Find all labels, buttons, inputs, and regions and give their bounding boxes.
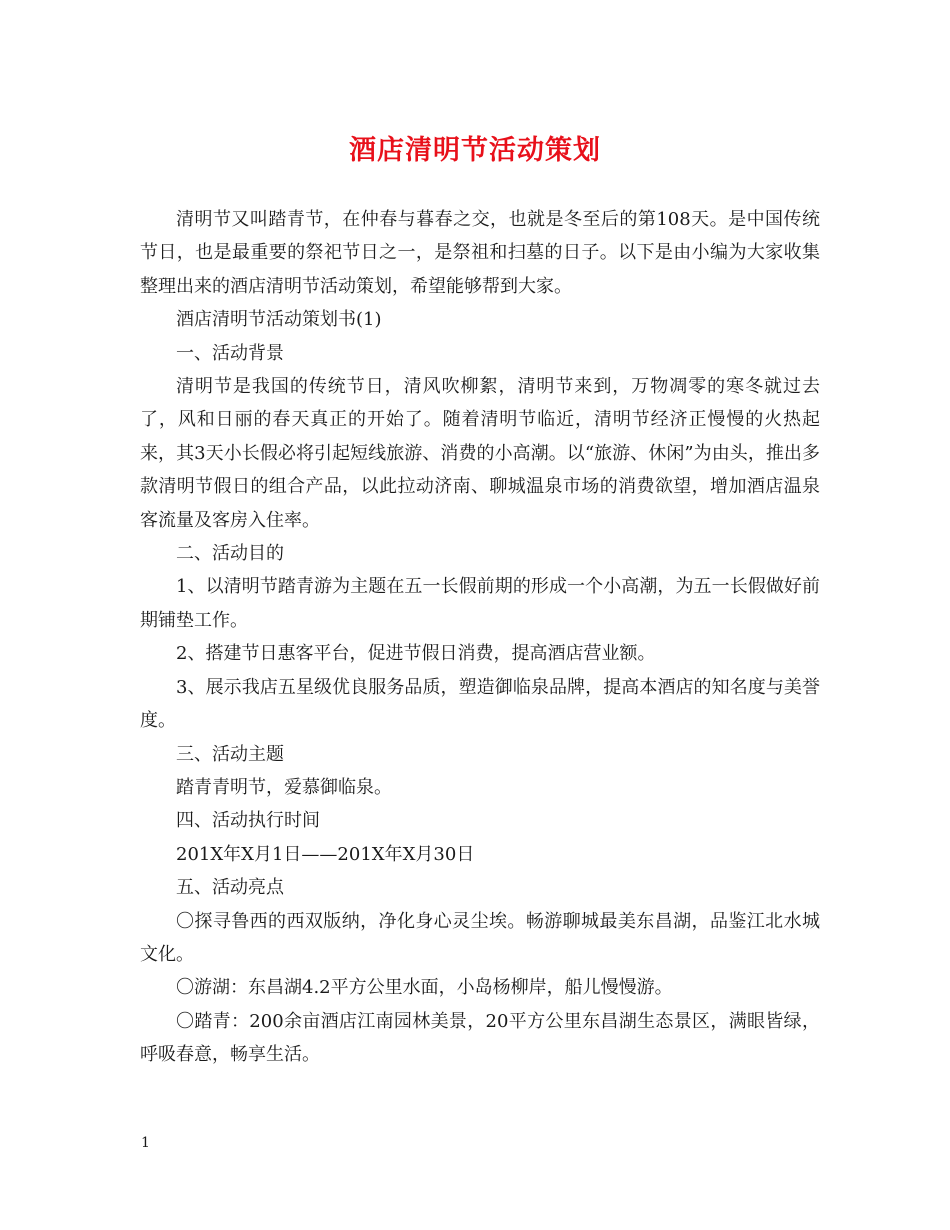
document-body xyxy=(140,203,820,1072)
paragraph: 3、展示我店五星级优良服务品质，塑造御临泉品牌，提高本酒店的知名度与美誉度。 xyxy=(140,676,820,732)
paragraph: 〇游湖：东昌湖4.2平方公里水面，小岛杨柳岸，船儿慢慢游。 xyxy=(176,977,673,999)
paragraph: 2、搭建节日惠客平台，促进节假日消费，提高酒店营业额。 xyxy=(176,643,656,665)
section-heading: 二、活动目的 xyxy=(176,543,284,565)
paragraph: 〇探寻鲁西的西双版纳，净化身心灵尘埃。畅游聊城最美东昌湖，品鉴江北水城文化。 xyxy=(140,910,820,965)
paragraph: 1、以清明节踏青游为主题在五一长假前期的形成一个小高潮，为五一长假做好前期铺垫工作。 xyxy=(140,576,820,631)
paragraph: 清明节是我国的传统节日，清风吹柳絮，清明节来到，万物凋零的寒冬就过去了，风和日丽的春天真正的开始了。随着清明节临近，清明节经济正慢慢的火热起来，其3天小长假必将引起短线旅游、消费的小高潮。以“旅游、休闲”为由头，推出多款清明节假日的组合产品，以此拉动济南、聊城温泉市场的消费欲望，增加酒店温泉客流量及客房入住率。 xyxy=(140,376,820,531)
section-heading: 五、活动亮点 xyxy=(176,877,284,899)
paragraph: 踏青青明节，爱慕御临泉。 xyxy=(176,776,392,798)
document-title: 酒店清明节活动策划 xyxy=(349,135,601,166)
section-heading: 三、活动主题 xyxy=(176,743,284,765)
section-heading: 四、活动执行时间 xyxy=(176,810,320,832)
paragraph: 201X年X月1日——201X年X月30日 xyxy=(176,843,475,865)
paragraph: 清明节又叫踏青节，在仲春与暮春之交，也就是冬至后的第108天。是中国传统节日，也是最重要的祭祀节日之一，是祭祖和扫墓的日子。以下是由小编为大家收集整理出来的酒店清明节活动策划，希望能够帮到大家。 xyxy=(140,209,820,297)
paragraph: 〇踏青：200余亩酒店江南园林美景，20平方公里东昌湖生态景区，满眼皆绿，呼吸春意，畅享生活。 xyxy=(140,1010,820,1066)
section-heading: 一、活动背景 xyxy=(176,342,284,364)
paragraph: 酒店清明节活动策划书(1) xyxy=(176,309,382,331)
page-number: 1 xyxy=(141,1135,150,1151)
